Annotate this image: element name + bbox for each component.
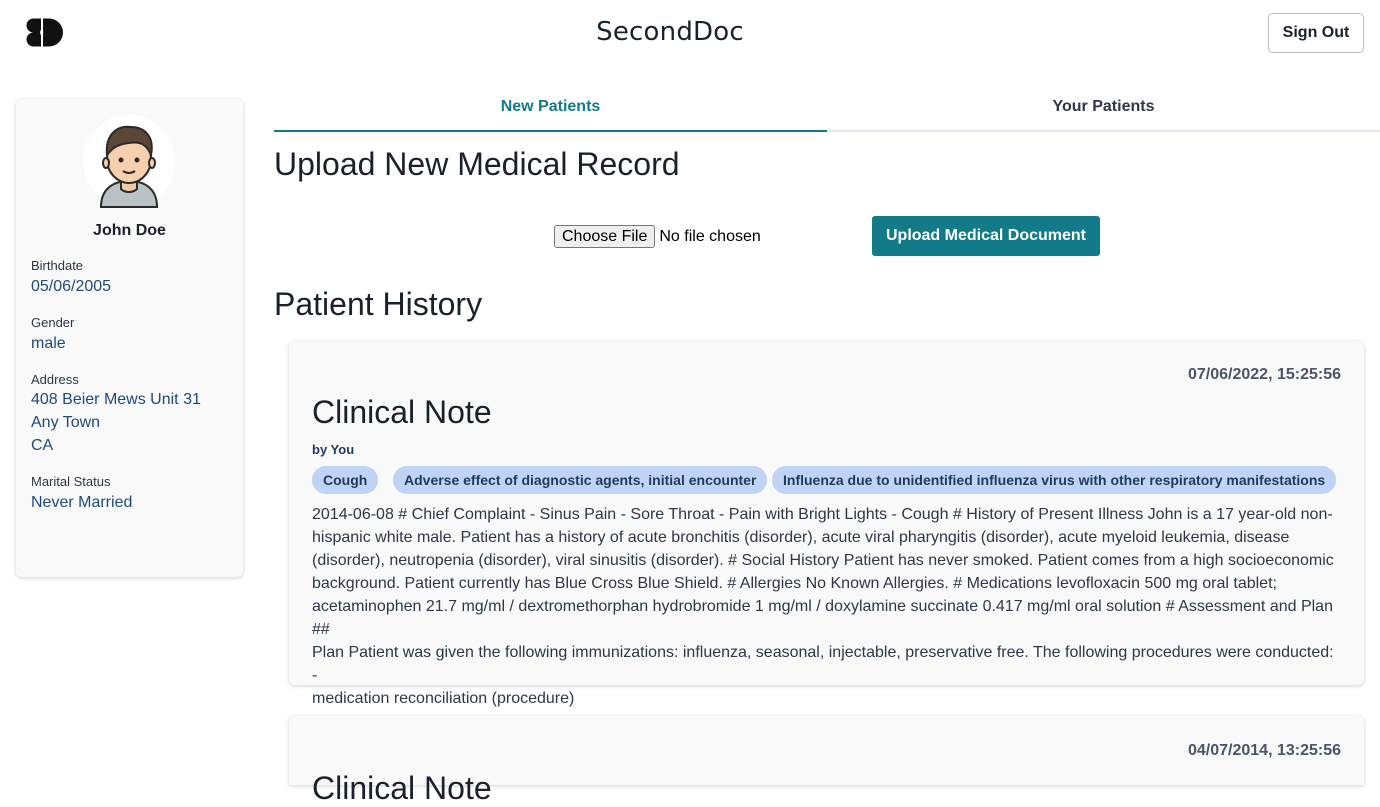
address-label: Address <box>31 372 79 387</box>
file-input[interactable] <box>554 225 761 248</box>
gender-value: male <box>31 335 66 352</box>
note-title: Clinical Note <box>312 770 492 806</box>
marital-status-value: Never Married <box>31 494 133 511</box>
address-line-1: 408 Beier Mews Unit 31 <box>31 391 201 408</box>
app-header <box>0 0 1380 66</box>
condition-tag[interactable]: Cough <box>312 466 378 494</box>
no-file-chosen-text: No file chosen <box>659 227 761 245</box>
note-date: 04/07/2014, 13:25:56 <box>1187 742 1341 759</box>
upload-medical-document-button[interactable]: Upload Medical Document <box>872 216 1100 256</box>
patient-tabs <box>274 86 1380 132</box>
user-avatar-icon <box>83 115 175 207</box>
patient-history-title: Patient History <box>274 286 483 322</box>
address-line-3: CA <box>31 437 54 454</box>
note-body-line: 2014-06-08 # Chief Complaint - Sinus Pain - Sore Throat - Pain with Bright Lights - Cough # History of Present Illness John is a 17 year-old non- <box>312 506 1333 523</box>
condition-tag[interactable]: Influenza due to unidentified influenza virus with other respiratory manifestations <box>772 466 1336 494</box>
note-body-line: medication reconciliation (procedure) <box>312 690 575 707</box>
note-author: by You <box>312 442 355 457</box>
app-brand-title: SecondDoc <box>596 17 744 47</box>
condition-tag[interactable]: Adverse effect of diagnostic agents, initial encounter <box>393 466 767 494</box>
gender-label: Gender <box>31 315 75 330</box>
marital-status-label: Marital Status <box>31 474 111 489</box>
note-body-line: hispanic white male. Patient has a history of acute bronchitis (disorder), acute viral pharyngitis (disorder), acute myeloid leukemia, disease <box>312 529 1290 546</box>
address-line-2: Any Town <box>31 414 101 431</box>
note-body <box>312 503 1342 710</box>
note-title: Clinical Note <box>312 394 492 430</box>
clinical-note-card <box>289 341 1364 707</box>
tab-new-patients[interactable]: New Patients <box>274 86 827 132</box>
upload-section-title: Upload New Medical Record <box>274 146 680 182</box>
tab-your-patients[interactable]: Your Patients <box>1052 98 1155 115</box>
note-body-line: Plan Patient was given the following immunizations: influenza, seasonal, injectable, preservative free. The following procedures were conducted: - <box>312 644 1334 684</box>
note-body-line: background. Patient currently has Blue Cross Blue Shield. # Allergies No Known Allergies. # Medications levofloxacin 500 mg oral tablet; <box>312 575 1277 592</box>
birthdate-value: 05/06/2005 <box>31 278 112 295</box>
choose-file-button[interactable]: Choose File <box>554 225 655 248</box>
sign-out-button[interactable]: Sign Out <box>1268 13 1364 53</box>
patient-profile-card <box>16 99 243 577</box>
clinical-note-card <box>289 716 1364 806</box>
birthdate-label: Birthdate <box>31 258 84 273</box>
note-body-line: (disorder), neutropenia (disorder), viral sinusitis (disorder). # Social History Patient has never smoked. Patient comes from a high socioeconomic <box>312 552 1334 569</box>
note-body-line: acetaminophen 21.7 mg/ml / dextromethorphan hydrobromide 1 mg/ml / doxylamine succinate 0.417 mg/ml oral solution # Assessment and Plan ## <box>312 598 1333 638</box>
patient-name: John Doe <box>93 222 166 239</box>
note-date: 07/06/2022, 15:25:56 <box>1187 366 1341 383</box>
